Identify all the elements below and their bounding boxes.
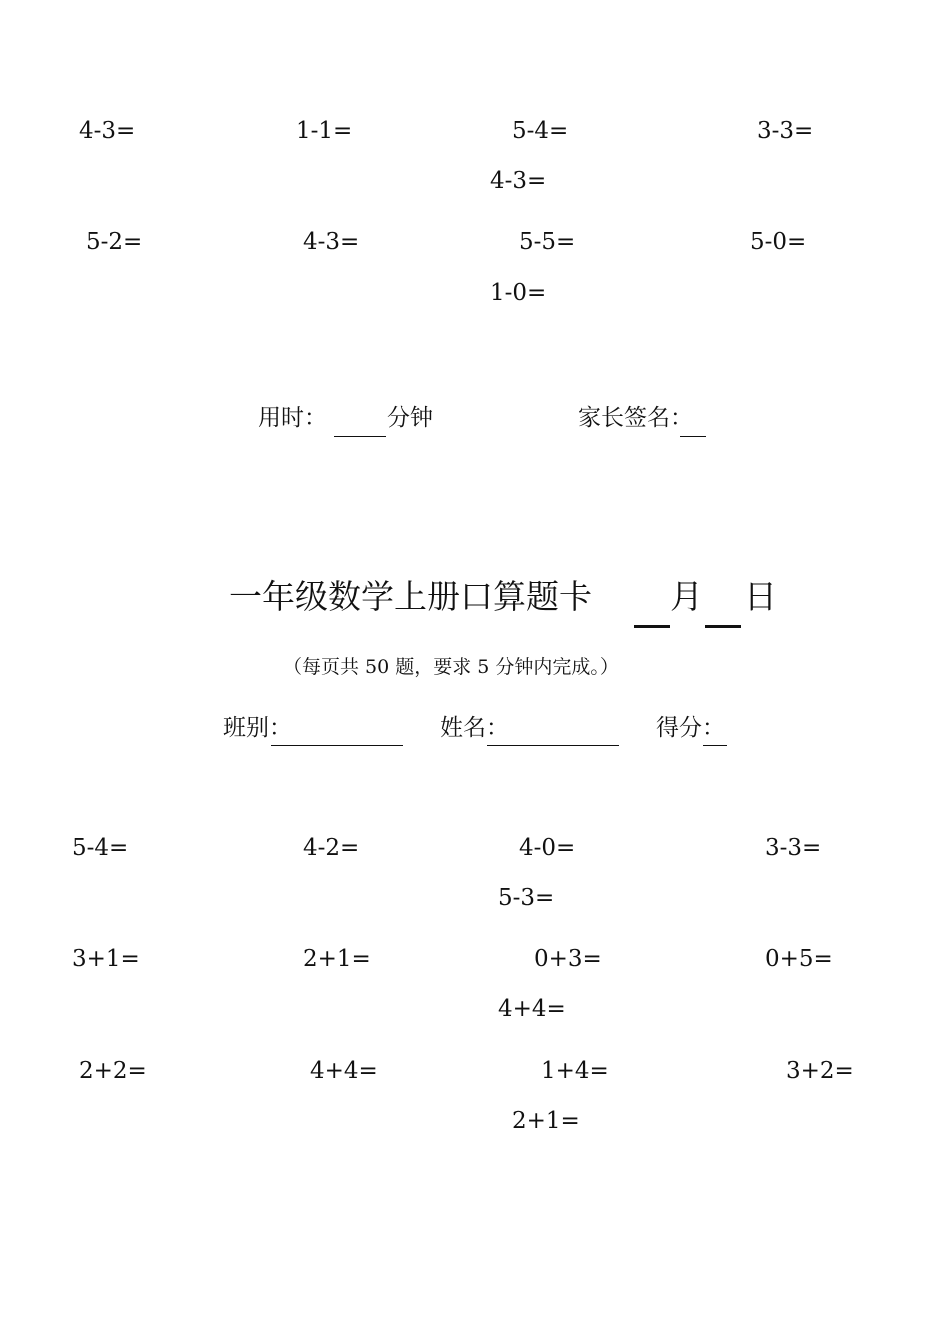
parent-signature-label: 家长签名： bbox=[578, 405, 693, 431]
card-title: 一年级数学上册口算题卡 bbox=[229, 577, 592, 616]
problem: 0+3= bbox=[534, 946, 602, 972]
problem: 2+1= bbox=[512, 1108, 580, 1134]
problem: 0+5= bbox=[765, 946, 833, 972]
problem: 1+4= bbox=[541, 1058, 609, 1084]
score-label: 得分： bbox=[656, 715, 725, 741]
problem: 3+2= bbox=[786, 1058, 854, 1084]
problem: 5-2= bbox=[86, 229, 143, 255]
problem: 2+1= bbox=[303, 946, 371, 972]
parent-signature-blank[interactable] bbox=[680, 436, 706, 437]
day-label: 日 bbox=[744, 577, 777, 616]
problem: 1-0= bbox=[490, 280, 547, 306]
problem: 4-3= bbox=[490, 168, 547, 194]
problem: 4-2= bbox=[303, 835, 360, 861]
problem: 4-3= bbox=[79, 118, 136, 144]
problem: 3-3= bbox=[765, 835, 822, 861]
problem: 2+2= bbox=[79, 1058, 147, 1084]
problem: 3+1= bbox=[72, 946, 140, 972]
problem: 4-3= bbox=[303, 229, 360, 255]
time-label: 用时： bbox=[258, 405, 327, 431]
problem: 5-4= bbox=[512, 118, 569, 144]
problem: 5-5= bbox=[519, 229, 576, 255]
name-label: 姓名： bbox=[440, 715, 509, 741]
month-label: 月 bbox=[670, 577, 703, 616]
problem: 1-1= bbox=[296, 118, 353, 144]
name-blank[interactable] bbox=[487, 745, 619, 746]
problem: 5-0= bbox=[750, 229, 807, 255]
time-unit: 分钟 bbox=[387, 405, 433, 431]
score-blank[interactable] bbox=[703, 745, 727, 746]
time-blank[interactable] bbox=[334, 436, 386, 437]
problem: 4+4= bbox=[498, 996, 566, 1022]
problem: 5-3= bbox=[498, 885, 555, 911]
class-blank[interactable] bbox=[271, 745, 403, 746]
instruction: （每页共 50 题，要求 5 分钟内完成。） bbox=[283, 656, 619, 678]
problem: 3-3= bbox=[757, 118, 814, 144]
problem: 5-4= bbox=[72, 835, 129, 861]
day-blank[interactable] bbox=[705, 625, 741, 628]
class-label: 班别： bbox=[223, 715, 292, 741]
problem: 4-0= bbox=[519, 835, 576, 861]
month-blank[interactable] bbox=[634, 625, 670, 628]
problem: 4+4= bbox=[310, 1058, 378, 1084]
